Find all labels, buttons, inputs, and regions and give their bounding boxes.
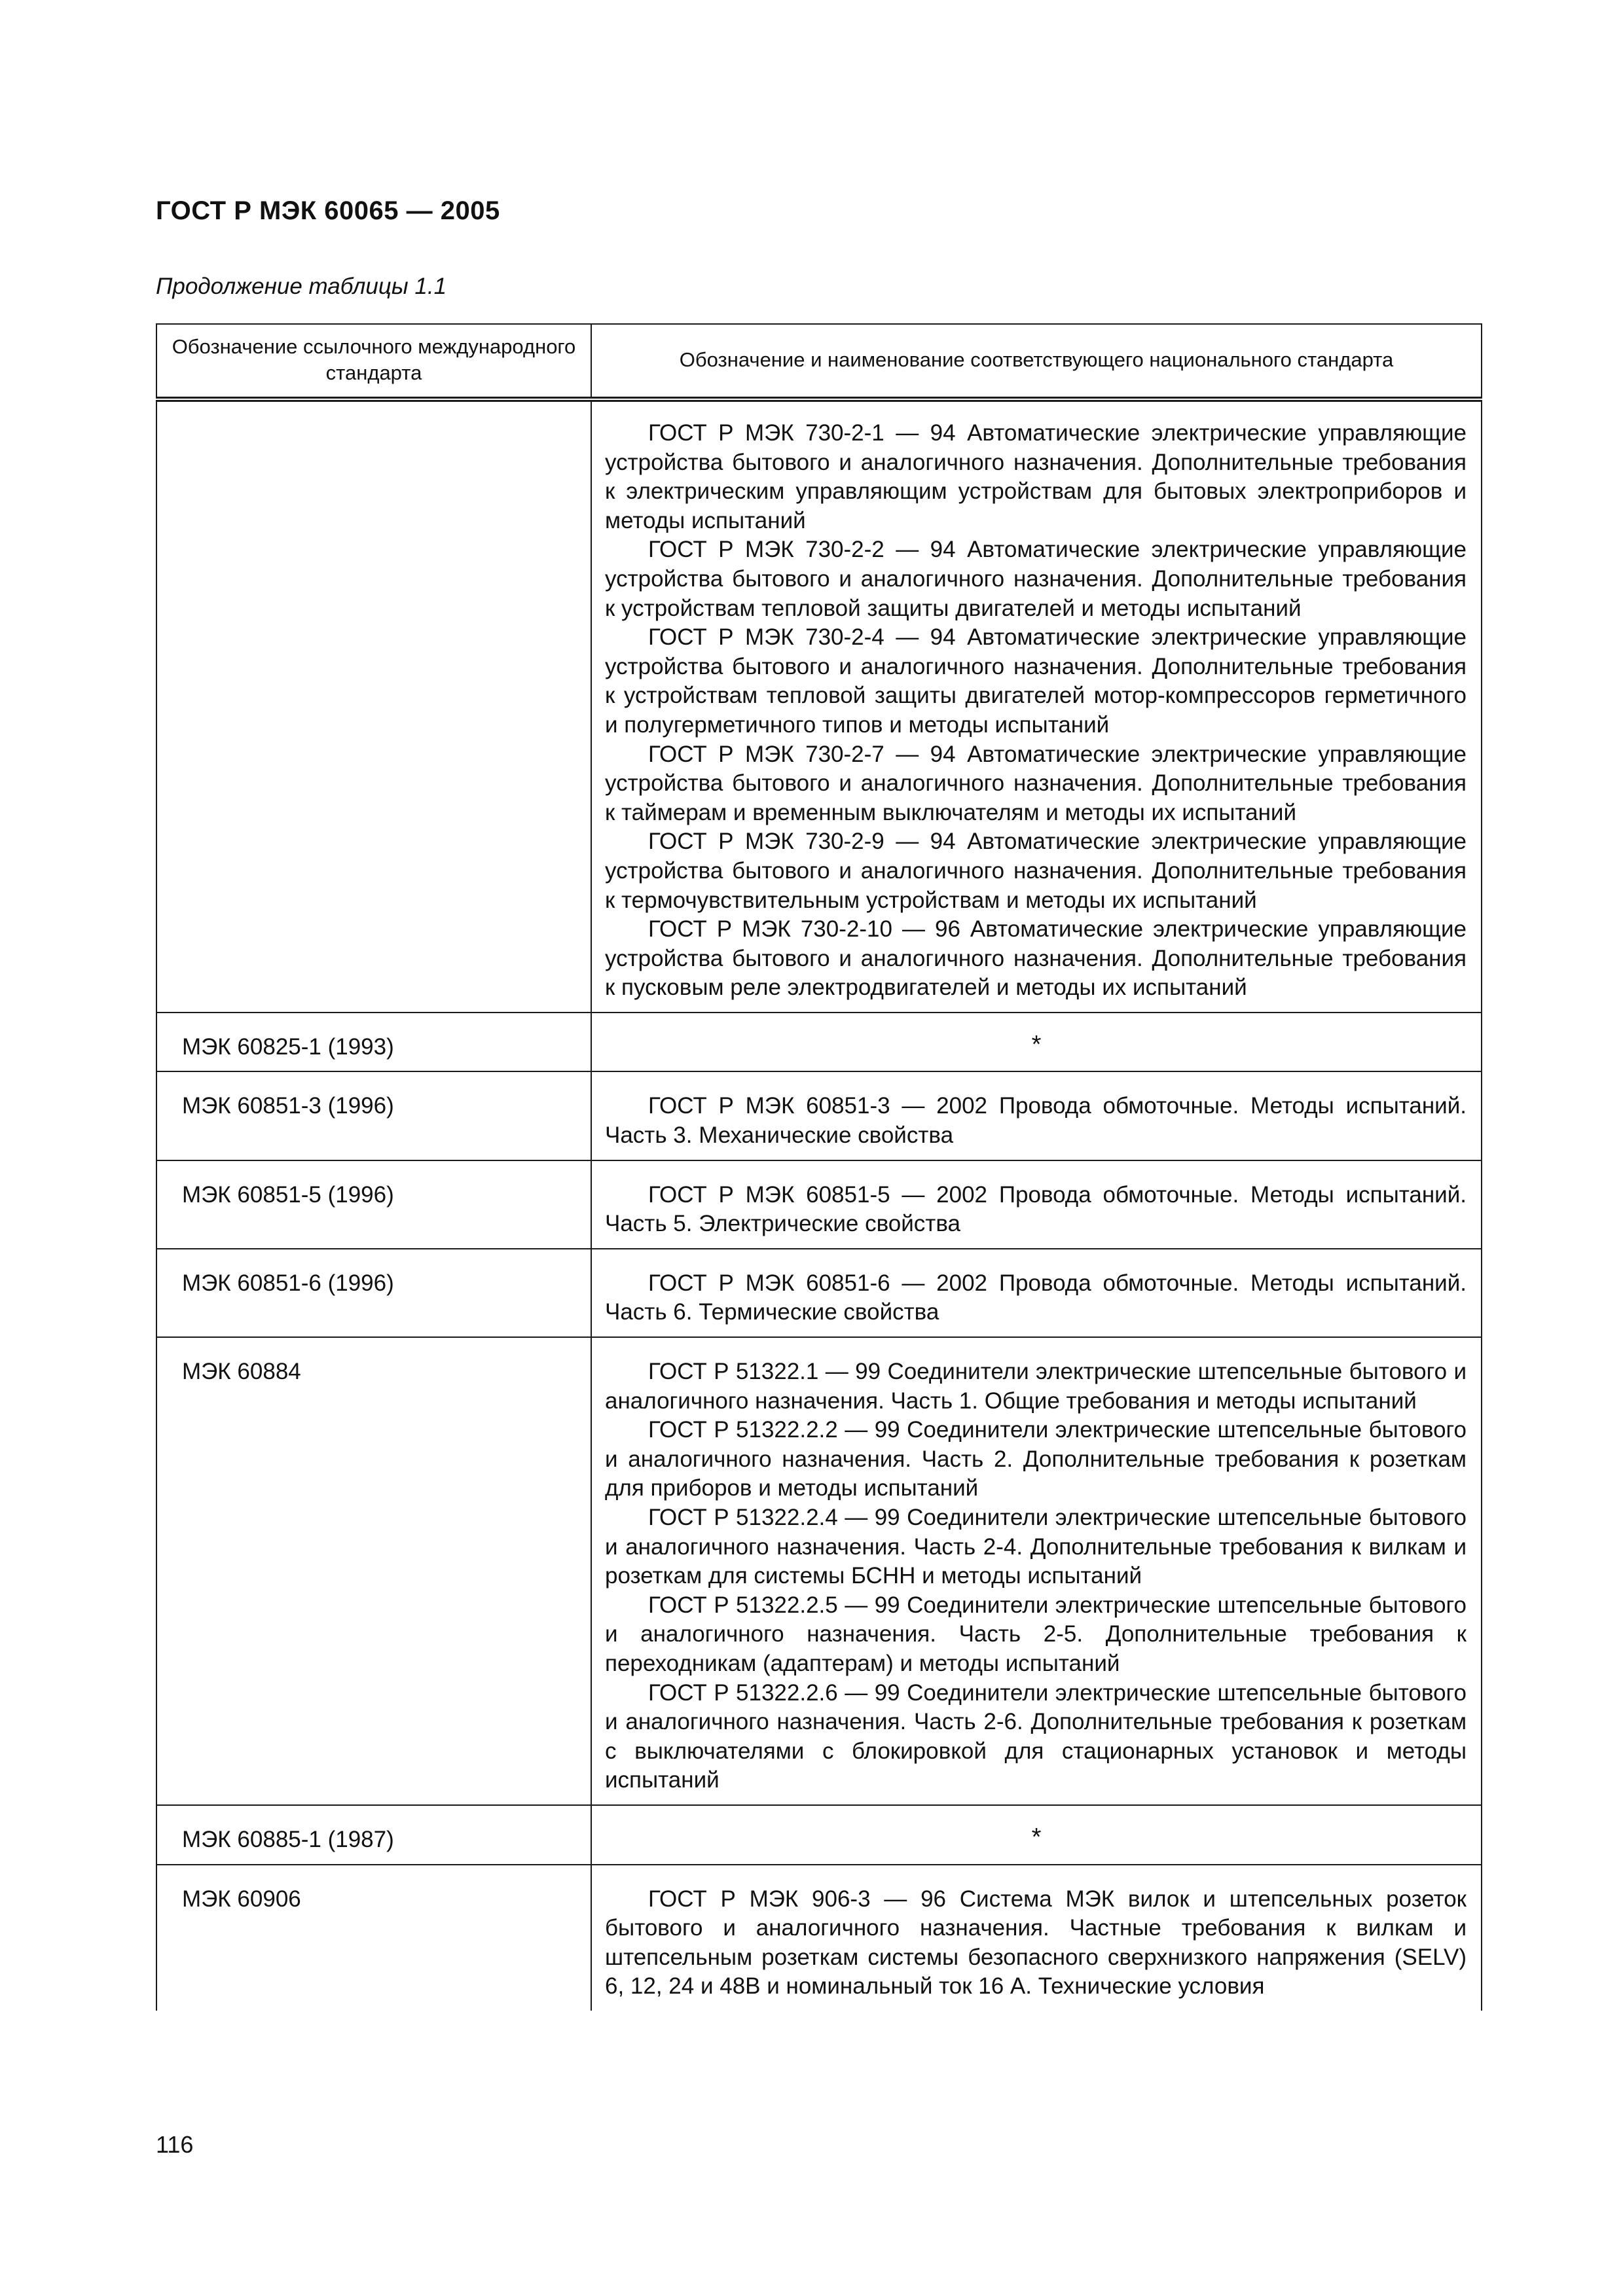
standard-entry: ГОСТ Р МЭК 60851-5 — 2002 Провода обмоточные. Методы испытаний. Часть 5. Электрические свойства bbox=[605, 1181, 1467, 1237]
standard-entry: ГОСТ Р 51322.2.6 — 99 Соединители электрические штепсельные бытового и аналогичного назначения. Часть 2-6. Дополнительные требования к розеткам с выключателями с блокировкой для стационарных установок и методы испытаний bbox=[605, 1679, 1467, 1793]
table-header-row bbox=[156, 324, 1482, 399]
standard-entry: ГОСТ Р МЭК 730-2-9 — 94 Автоматические электрические управляющие устройства бытового и аналогичного назначения. Дополнительные требования к термочувствительным устройствам и методы их испытаний bbox=[605, 829, 1467, 913]
standards-table bbox=[156, 323, 1482, 2011]
national-standard-cell bbox=[591, 1071, 1482, 1160]
reference-cell: МЭК 60906 bbox=[156, 1865, 591, 2011]
no-equivalent-mark: * bbox=[1031, 1823, 1042, 1851]
standard-entry: ГОСТ Р МЭК 730-2-2 — 94 Автоматические электрические управляющие устройства бытового и аналогичного назначения. Дополнительные требования к устройствам тепловой защиты двигателей и методы испытаний bbox=[605, 537, 1467, 621]
national-standard-cell bbox=[591, 1013, 1482, 1072]
document-header: ГОСТ Р МЭК 60065 — 2005 bbox=[156, 196, 500, 225]
standard-entry: ГОСТ Р МЭК 730-2-4 — 94 Автоматические электрические управляющие устройства бытового и аналогичного назначения. Дополнительные требования к устройствам тепловой защиты двигателей мотор-компрессоров герметичного и полугерметичного типов и методы испытаний bbox=[605, 624, 1467, 738]
table-header bbox=[156, 324, 1482, 399]
reference-cell: МЭК 60851-3 (1996) bbox=[156, 1071, 591, 1160]
table-row bbox=[156, 1865, 1482, 2011]
standard-entry: ГОСТ Р МЭК 730-2-10 — 96 Автоматические электрические управляющие устройства бытового и аналогичного назначения. Дополнительные требования к пусковым реле электродвигателей и методы их испытаний bbox=[605, 916, 1467, 1001]
national-standard-cell bbox=[591, 399, 1482, 1013]
standard-entry: ГОСТ Р МЭК 730-2-7 — 94 Автоматические электрические управляющие устройства бытового и аналогичного назначения. Дополнительные требования к таймерам и временным выключателям и методы их испытаний bbox=[605, 741, 1467, 825]
no-equivalent-mark: * bbox=[1031, 1030, 1042, 1058]
column-header-national: Обозначение и наименование соответствующего национального стандарта bbox=[591, 324, 1482, 399]
table-row bbox=[156, 1013, 1482, 1072]
reference-cell: МЭК 60885-1 (1987) bbox=[156, 1805, 591, 1865]
table-row bbox=[156, 1337, 1482, 1805]
standard-entry: ГОСТ Р МЭК 906-3 — 96 Система МЭК вилок и штепсельных розеток бытового и аналогичного назначения. Частные требования к вилкам и штепсельным розеткам системы безопасного сверхнизкого напряжения (SELV) 6, 12, 24 и 48В и номинальный ток 16 А. Технические условия bbox=[605, 1886, 1467, 2000]
table-row bbox=[156, 1805, 1482, 1865]
standard-entry: ГОСТ Р 51322.2.2 — 99 Соединители электрические штепсельные бытового и аналогичного назначения. Часть 2. Дополнительные требования к розеткам для приборов и методы испытаний bbox=[605, 1417, 1467, 1501]
reference-cell: МЭК 60825-1 (1993) bbox=[156, 1013, 591, 1072]
national-standard-cell bbox=[591, 1249, 1482, 1337]
table-row bbox=[156, 1160, 1482, 1249]
table-row bbox=[156, 1249, 1482, 1337]
standard-entry: ГОСТ Р 51322.1 — 99 Соединители электрические штепсельные бытового и аналогичного назначения. Часть 1. Общие требования и методы испытаний bbox=[605, 1359, 1467, 1414]
standard-entry: ГОСТ Р 51322.2.5 — 99 Соединители электрические штепсельные бытового и аналогичного назначения. Часть 2-5. Дополнительные требования к переходникам (адаптерам) и методы испытаний bbox=[605, 1592, 1467, 1676]
standard-entry: ГОСТ Р 51322.2.4 — 99 Соединители электрические штепсельные бытового и аналогичного назначения. Часть 2-4. Дополнительные требования к вилкам и розеткам для системы БСНН и методы испытаний bbox=[605, 1505, 1467, 1589]
reference-cell: МЭК 60851-6 (1996) bbox=[156, 1249, 591, 1337]
national-standard-cell bbox=[591, 1805, 1482, 1865]
standard-entry: ГОСТ Р МЭК 730-2-1 — 94 Автоматические электрические управляющие устройства бытового и аналогичного назначения. Дополнительные требования к электрическим управляющим устройствам для бытовых электроприборов и методы испытаний bbox=[605, 420, 1467, 533]
national-standard-cell bbox=[591, 1865, 1482, 2011]
table-caption: Продолжение таблицы 1.1 bbox=[156, 274, 447, 299]
standard-entry: ГОСТ Р МЭК 60851-6 — 2002 Провода обмоточные. Методы испытаний. Часть 6. Термические свойства bbox=[605, 1270, 1467, 1325]
column-header-reference: Обозначение ссылочного международного стандарта bbox=[156, 324, 591, 399]
table-row bbox=[156, 399, 1482, 1013]
national-standard-cell bbox=[591, 1160, 1482, 1249]
page-number: 116 bbox=[156, 2131, 194, 2158]
reference-cell: МЭК 60884 bbox=[156, 1337, 591, 1805]
reference-cell bbox=[156, 399, 591, 1013]
reference-cell: МЭК 60851-5 (1996) bbox=[156, 1160, 591, 1249]
table-row bbox=[156, 1071, 1482, 1160]
standard-entry: ГОСТ Р МЭК 60851-3 — 2002 Провода обмоточные. Методы испытаний. Часть 3. Механические свойства bbox=[605, 1093, 1467, 1149]
national-standard-cell bbox=[591, 1337, 1482, 1805]
